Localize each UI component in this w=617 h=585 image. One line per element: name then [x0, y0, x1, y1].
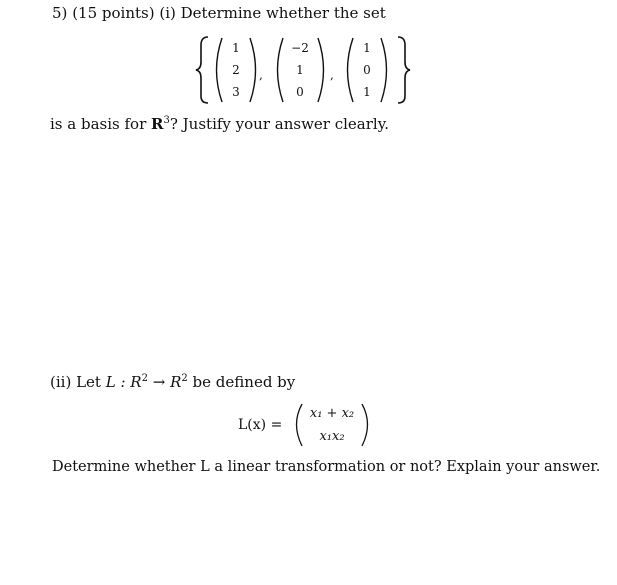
- vector-1-entry: 2: [232, 63, 240, 77]
- real-space-symbol: R: [151, 115, 164, 133]
- vector-3-entry: 1: [363, 85, 371, 99]
- vector-1: [218, 37, 254, 103]
- map-arrow: → R: [147, 373, 182, 391]
- formula-lhs: L(x) =: [238, 417, 283, 433]
- separator-comma: ,: [330, 68, 334, 82]
- vector-1-entry: 1: [232, 41, 240, 55]
- vector-2: [282, 37, 318, 103]
- map-domain-exponent: 2: [141, 373, 148, 384]
- part-i-label: (i): [159, 4, 176, 22]
- part-ii-text-prefix: Let: [76, 373, 101, 391]
- vector-3: [349, 37, 385, 103]
- vector-2-entry: 0: [296, 85, 304, 99]
- vector-3-entry: 0: [363, 63, 371, 77]
- problem-points: (15 points): [72, 4, 155, 22]
- part-ii-label: (ii): [50, 373, 72, 391]
- question-suffix: ? Justify your answer clearly.: [169, 115, 389, 133]
- part-ii-question: Determine whether L a linear transformation or not? Explain your answer.: [52, 459, 601, 475]
- part-i-text: Determine whether the set: [180, 4, 386, 22]
- real-space-exponent: 3: [163, 115, 170, 126]
- vector-2-entry: −2: [291, 41, 309, 55]
- formula-bottom-entry: x₁x₂: [319, 429, 345, 444]
- part-ii-statement: [50, 373, 295, 394]
- vector-3-entry: 1: [363, 41, 371, 55]
- vector-2-entry: 1: [296, 63, 304, 77]
- formula-top-entry: x₁ + x₂: [309, 406, 355, 421]
- separator-comma: ,: [259, 68, 263, 82]
- question-prefix: is a basis for: [50, 115, 147, 133]
- vector-1-entry: 3: [232, 85, 240, 99]
- part-i-question: [50, 115, 389, 136]
- problem-number: 5): [52, 4, 68, 22]
- map-definition: L : R: [105, 373, 142, 391]
- part-ii-text-suffix: be defined by: [192, 373, 296, 391]
- map-codomain-exponent: 2: [181, 373, 188, 384]
